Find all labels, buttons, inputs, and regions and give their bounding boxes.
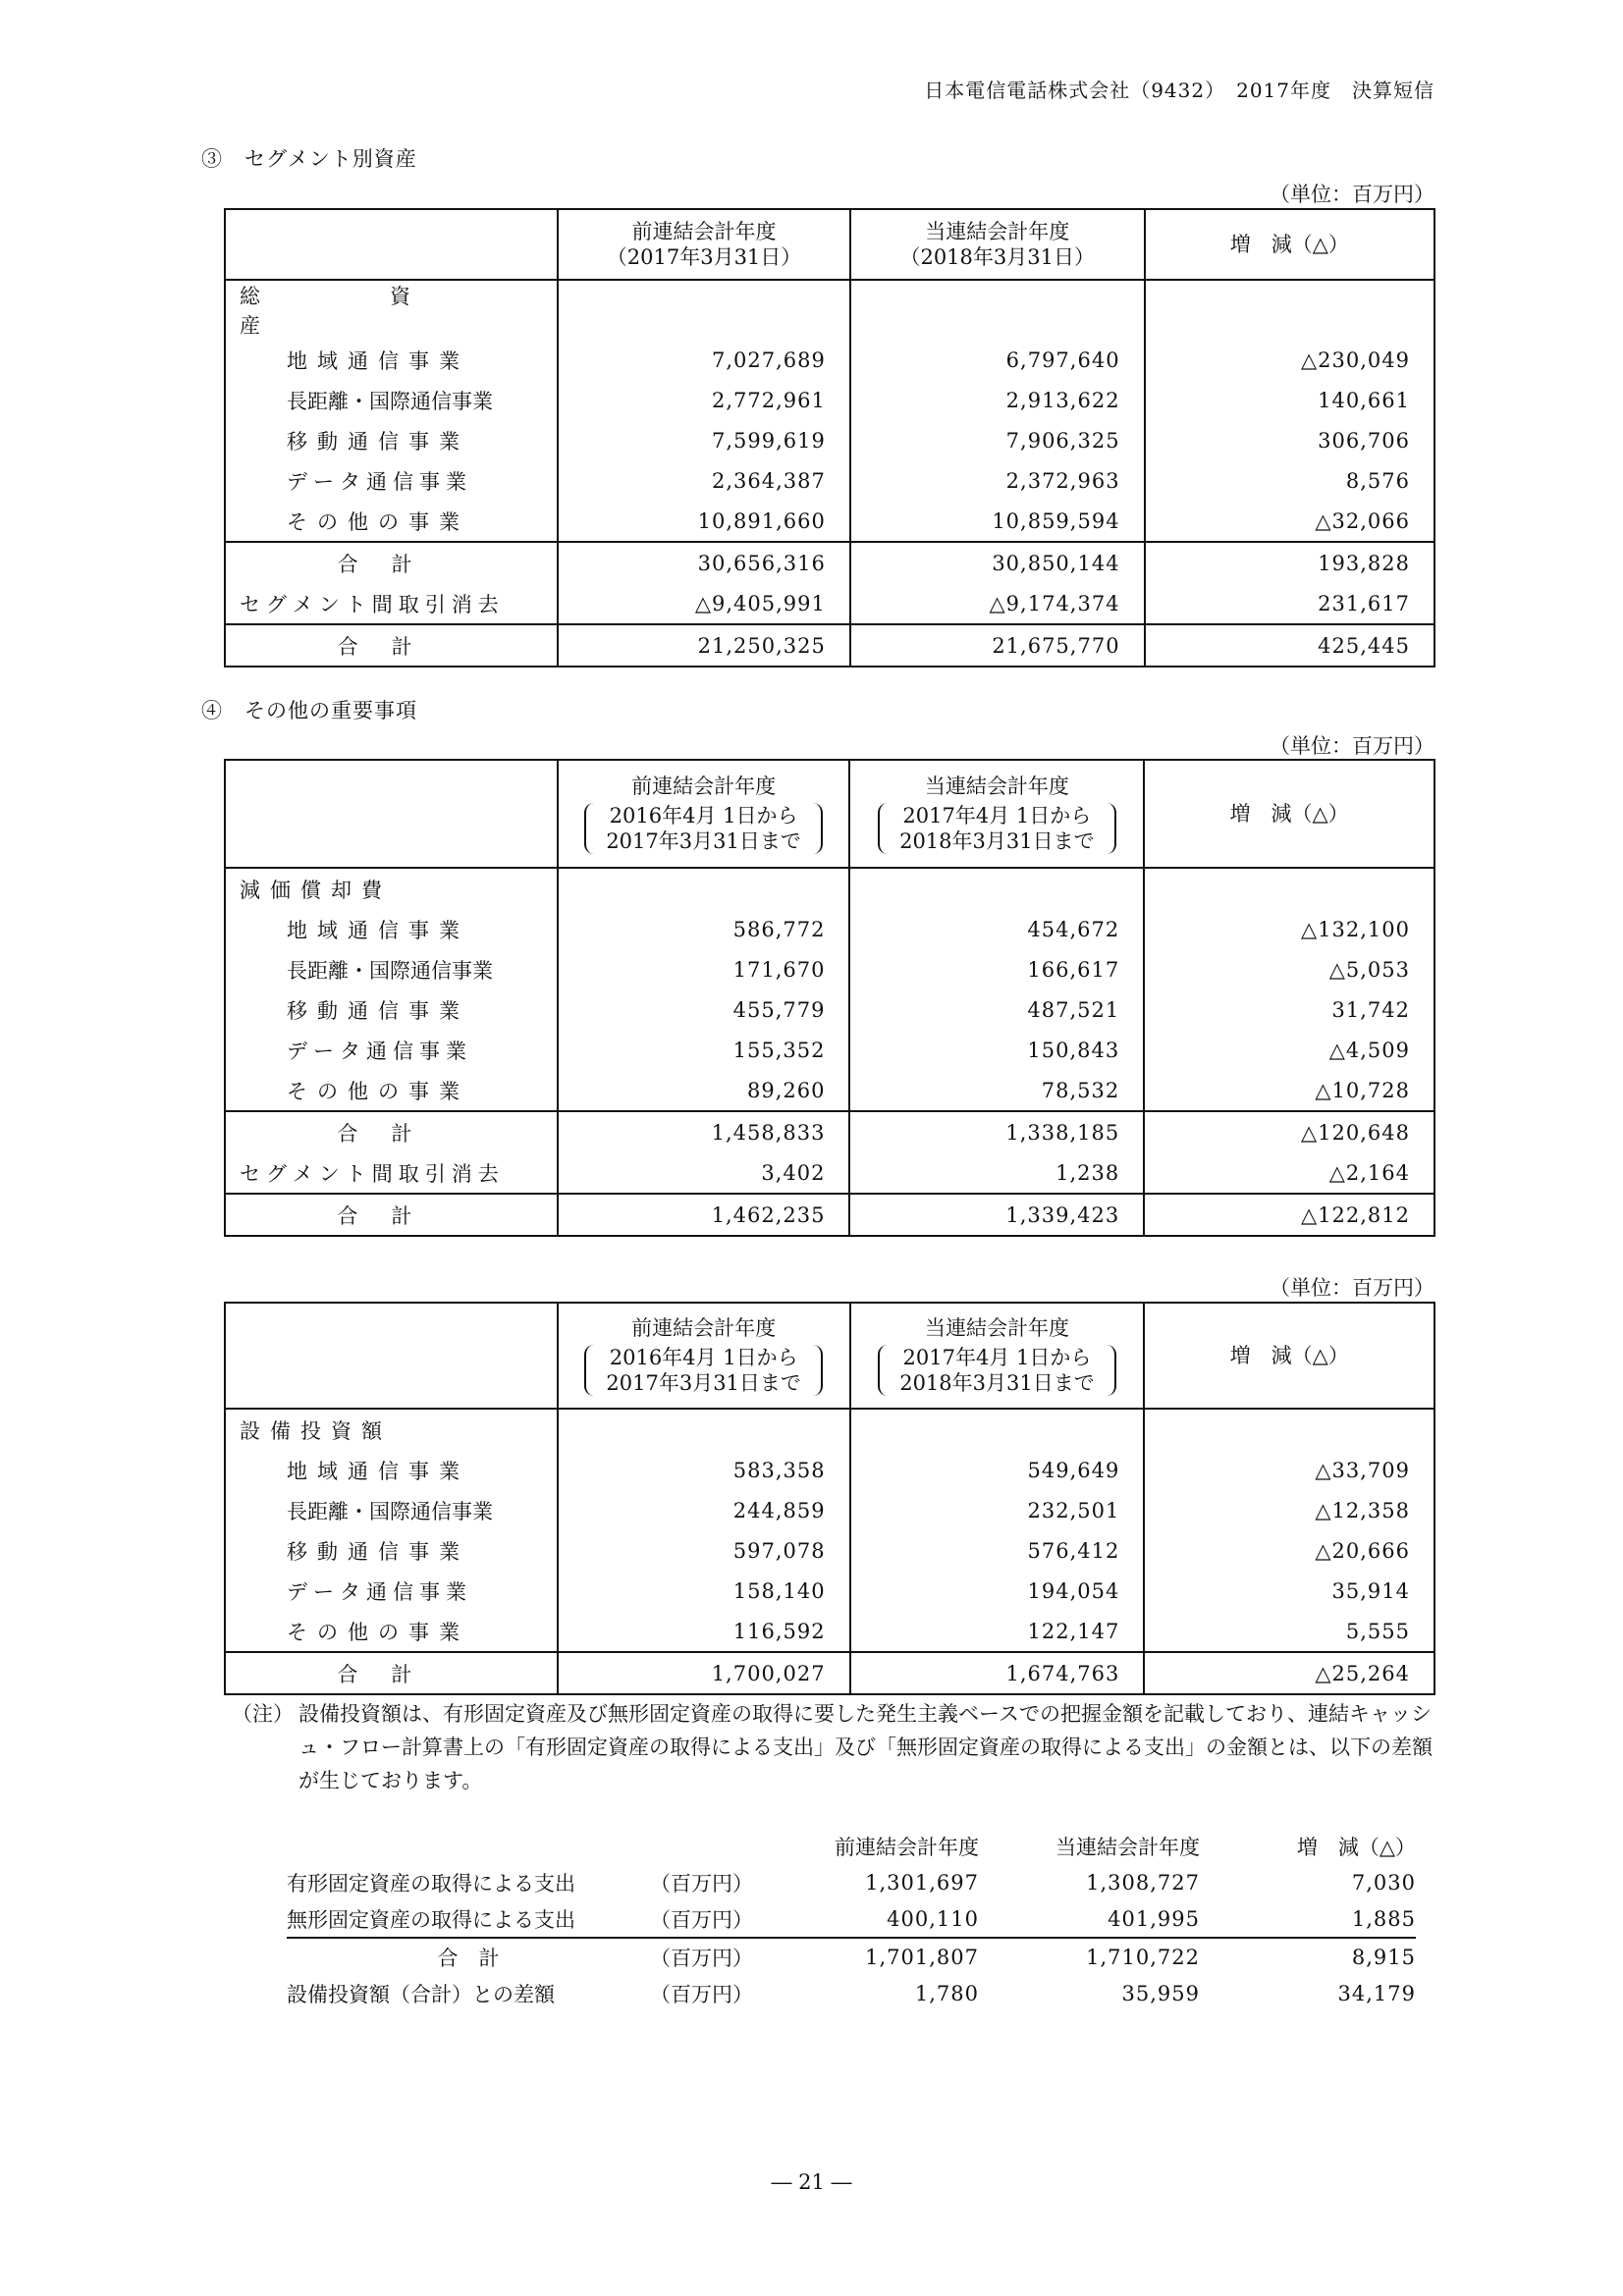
total-row: 合計 1,700,027 1,674,763 △25,264 bbox=[225, 1652, 1434, 1694]
header-diff: 増 減（△） bbox=[1144, 1303, 1434, 1409]
section4-title: ④ その他の重要事項 bbox=[201, 699, 417, 722]
header-prev: 前連結会計年度 （2017年3月31日） bbox=[558, 209, 850, 280]
capex-note bbox=[232, 1697, 1439, 1797]
table-row: 無形固定資産の取得による支出 （百万円） 400,110 401,995 1,885 bbox=[287, 1906, 1416, 1932]
header-blank bbox=[225, 209, 558, 280]
recon-header-prev: 前連結会計年度 bbox=[835, 1835, 979, 1859]
recon-gap-row: 設備投資額（合計）との差額 （百万円） 1,780 35,959 34,179 bbox=[287, 1981, 1416, 2006]
table-row: 地域通信事業 583,358 549,649 △33,709 bbox=[225, 1450, 1434, 1490]
recon-header-curr: 当連結会計年度 bbox=[1055, 1835, 1200, 1859]
header-curr: 当連結会計年度 （2018年3月31日） bbox=[850, 209, 1145, 280]
recon-header-diff: 増 減（△） bbox=[1296, 1835, 1416, 1859]
elimination-row: セグメント間取引消去 △9,405,991 △9,174,374 231,617 bbox=[225, 583, 1434, 624]
reconciliation-table bbox=[287, 1828, 1416, 2011]
header-blank bbox=[225, 1303, 558, 1409]
table-row: 移動通信事業 597,078 576,412 △20,666 bbox=[225, 1530, 1434, 1571]
header-curr: 当連結会計年度 2017年4月 1日から 2018年3月31日まで bbox=[849, 760, 1144, 868]
total-row: 合計 21,250,325 21,675,770 425,445 bbox=[225, 624, 1434, 667]
table-row: 移動通信事業 7,599,619 7,906,325 306,706 bbox=[225, 420, 1434, 460]
header-diff: 増 減（△） bbox=[1145, 209, 1434, 280]
segment-assets-table bbox=[224, 208, 1435, 667]
table-row: データ通信事業 158,140 194,054 35,914 bbox=[225, 1571, 1434, 1611]
capex-table bbox=[224, 1302, 1435, 1695]
header-blank bbox=[225, 760, 558, 868]
header-prev: 前連結会計年度 2016年4月 1日から 2017年3月31日まで bbox=[558, 760, 850, 868]
table-row: その他の事業 116,592 122,147 5,555 bbox=[225, 1611, 1434, 1652]
group-label: 設備投資額 bbox=[225, 1409, 558, 1450]
table-row: 地域通信事業 7,027,689 6,797,640 △230,049 bbox=[225, 340, 1434, 380]
section3-title: ③ セグメント別資産 bbox=[201, 147, 417, 171]
note-mark: （注） bbox=[232, 1702, 294, 1726]
table-row: 長距離・国際通信事業 244,859 232,501 △12,358 bbox=[225, 1490, 1434, 1530]
table-row: 長距離・国際通信事業 2,772,961 2,913,622 140,661 bbox=[225, 380, 1434, 420]
section3-unit: （単位：百万円） bbox=[1270, 183, 1434, 206]
group-label: 総 資 産 bbox=[225, 280, 558, 340]
total-row: 合計 1,462,235 1,339,423 △122,812 bbox=[225, 1194, 1434, 1236]
subtotal-row: 合計 1,458,833 1,338,185 △120,648 bbox=[225, 1111, 1434, 1152]
elimination-row: セグメント間取引消去 3,402 1,238 △2,164 bbox=[225, 1152, 1434, 1194]
subtotal-row: 合計 30,656,316 30,850,144 193,828 bbox=[225, 542, 1434, 583]
table-row: その他の事業 10,891,660 10,859,594 △32,066 bbox=[225, 501, 1434, 542]
capex-unit: （単位：百万円） bbox=[1270, 1276, 1434, 1300]
table-row: データ通信事業 155,352 150,843 △4,509 bbox=[225, 1030, 1434, 1070]
table-row: 地域通信事業 586,772 454,672 △132,100 bbox=[225, 909, 1434, 949]
table-row: 長距離・国際通信事業 171,670 166,617 △5,053 bbox=[225, 949, 1434, 989]
header-diff: 増 減（△） bbox=[1144, 760, 1434, 868]
header-curr: 当連結会計年度 2017年4月 1日から 2018年3月31日まで bbox=[850, 1303, 1145, 1409]
table-row: データ通信事業 2,364,387 2,372,963 8,576 bbox=[225, 460, 1434, 501]
note-text: 設備投資額は、有形固定資産及び無形固定資産の取得に要した発生主義ベースでの把握金額を記載しており、連結キャッシュ・フロー計算書上の「有形固定資産の取得による支出」及び「無形固定資産の取得による支出」の金額とは、以下の差額が生じております。 bbox=[298, 1702, 1433, 1792]
page-number: ― 21 ― bbox=[771, 2170, 852, 2194]
table-row: その他の事業 89,260 78,532 △10,728 bbox=[225, 1070, 1434, 1111]
document-header: 日本電信電話株式会社（9432） 2017年度 決算短信 bbox=[924, 79, 1434, 102]
header-prev: 前連結会計年度 2016年4月 1日から 2017年3月31日まで bbox=[558, 1303, 850, 1409]
recon-sum-row: 合 計 （百万円） 1,701,807 1,710,722 8,915 bbox=[287, 1938, 1416, 1975]
depreciation-table bbox=[224, 759, 1435, 1237]
table-row: 移動通信事業 455,779 487,521 31,742 bbox=[225, 989, 1434, 1030]
table-row: 有形固定資産の取得による支出 （百万円） 1,301,697 1,308,727 7,030 bbox=[287, 1870, 1416, 1896]
section4-unit: （単位：百万円） bbox=[1270, 734, 1434, 758]
group-label: 減価償却費 bbox=[225, 868, 558, 909]
